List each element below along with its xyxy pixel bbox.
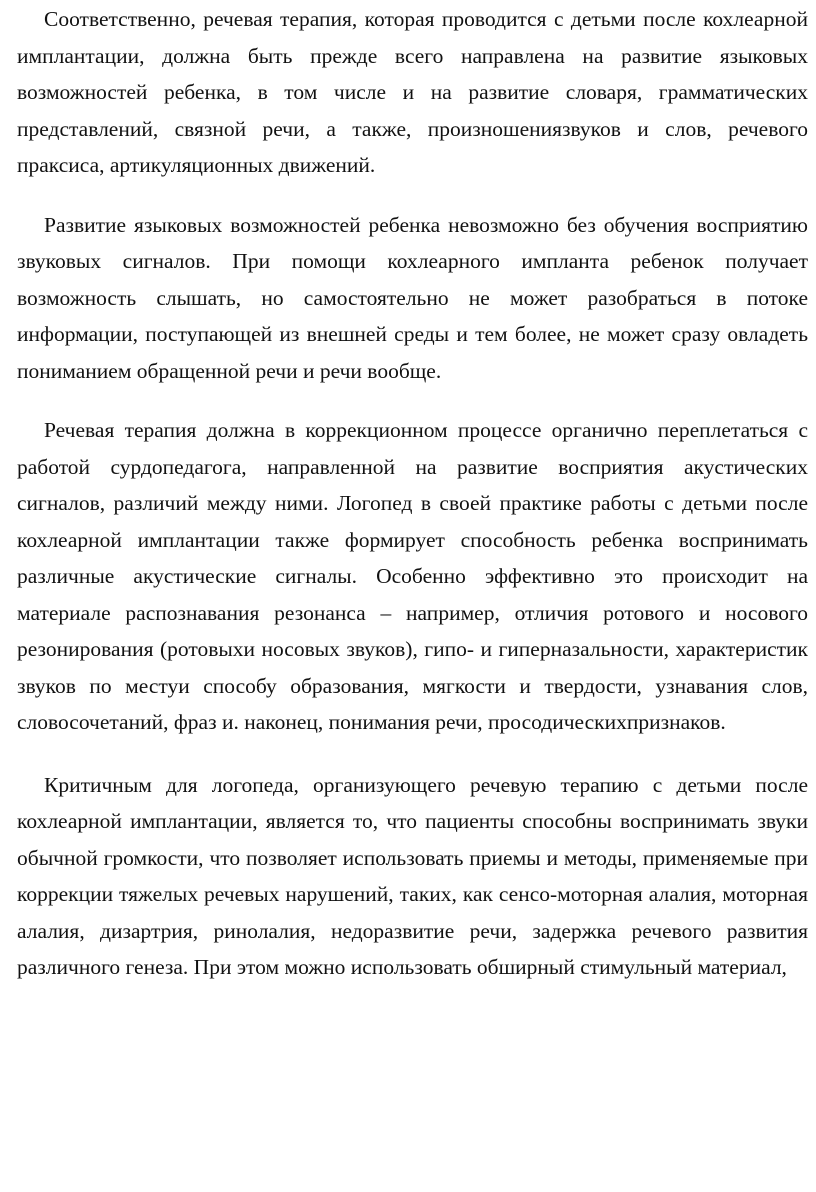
paragraph-4: Критичным для логопеда, организующего речевую терапию с детьми после кохлеарной имплантации, является то, что пациенты способны воспринимать звуки обычной громкости, что позволяет использовать приемы и методы, применяемые при коррекции тяжелых речевых нарушений, таких, как сенсо-моторная алалия, моторная алалия, дизартрия, ринолалия, недоразвитие речи, задержка речевого развития различного генеза. При этом можно использовать обширный стимульный материал, xyxy=(17,772,808,979)
document-page xyxy=(17,0,808,986)
paragraph-1: Соответственно, речевая терапия, которая проводится с детьми после кохлеарной имплантации, должна быть прежде всего направлена на развитие языковых возможностей ребенка, в том числе и на развитие словаря, грамматических представлений, связной речи, а также, произношениязвуков и слов, речевого праксиса, артикуляционных движений. xyxy=(17,7,808,177)
paragraph-2: Развитие языковых возможностей ребенка невозможно без обучения восприятию звуковых сигналов. При помощи кохлеарного импланта ребенок получает возможность слышать, но самостоятельно не может разобраться в потоке информации, поступающей из внешней среды и тем более, не может сразу овладеть пониманием обращенной речи и речи вообще. xyxy=(17,212,808,383)
paragraph-3: Речевая терапия должна в коррекционном процессе органично переплетаться с работой сурдопедагога, направленной на развитие восприятия акустических сигналов, различий между ними. Логопед в своей практике работы с детьми после кохлеарной имплантации также формирует способность ребенка воспринимать различные акустические сигналы. Особенно эффективно это происходит на материале распознавания резонанса – например, отличия ротового и носового резонирования (ротовыхи носовых звуков), гипо- и гиперназальности, характеристик звуков по местуи способу образования, мягкости и твердости, узнавания слов, словосочетаний, фраз и. наконец, понимания речи, просодическихпризнаков. xyxy=(17,418,808,734)
